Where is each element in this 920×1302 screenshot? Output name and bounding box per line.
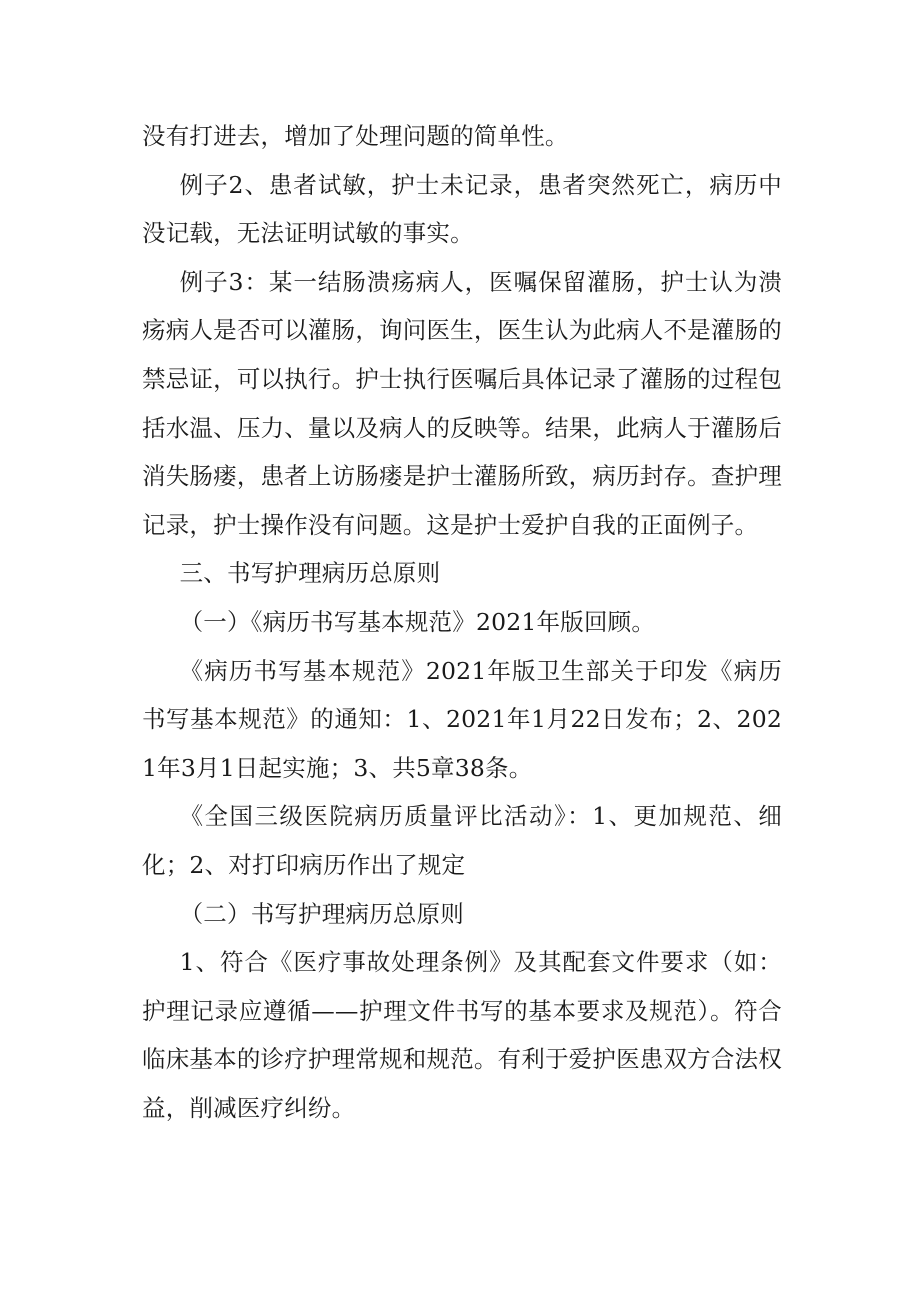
paragraph-example-2: 例子2、患者试敏，护士未记录，患者突然死亡，病历中没记载，无法证明试敏的事实。: [142, 170, 782, 248]
paragraph-example-3: 例子3：某一结肠溃疡病人，医嘱保留灌肠，护士认为溃疡病人是否可以灌肠，询问医生，医生认为此病人不是灌肠的禁忌证，可以执行。护士执行医嘱后具体记录了灌肠的过程包括水温、压力、量以及病人的反映等。结果，此病人于灌肠后消失肠瘘，患者上访肠瘘是护士灌肠所致，病历封存。查护理记录，护士操作没有问题。这是护士爱护自我的正面例子。: [142, 267, 782, 539]
paragraph-evaluation-activity: 《全国三级医院病历质量评比活动》：1、更加规范、细化；2、对打印病历作出了规定: [142, 802, 782, 879]
paragraph-continuation: 没有打进去，增加了处理问题的简单性。: [142, 122, 569, 150]
subsection-heading-2: （二）书写护理病历总原则: [179, 899, 464, 928]
paragraph-standard-notice: 《病历书写基本规范》2021年版卫生部关于印发《病历书写基本规范》的通知：1、2021年1月22日发布；2、2021年3月1日起实施；3、共5章38条。: [142, 656, 782, 782]
subsection-heading-1: （一）《病历书写基本规范》2021年版回顾。: [179, 607, 656, 636]
document-body: [142, 112, 782, 1132]
paragraph-principle-1: 1、符合《医疗事故处理条例》及其配套文件要求（如：护理记录应遵循——护理文件书写的基本要求及规范）。符合临床基本的诊疗护理常规和规范。有利于爱护医患双方合法权益，削减医疗纠纷。: [142, 948, 782, 1122]
section-heading-3: 三、书写护理病历总原则: [179, 559, 441, 588]
